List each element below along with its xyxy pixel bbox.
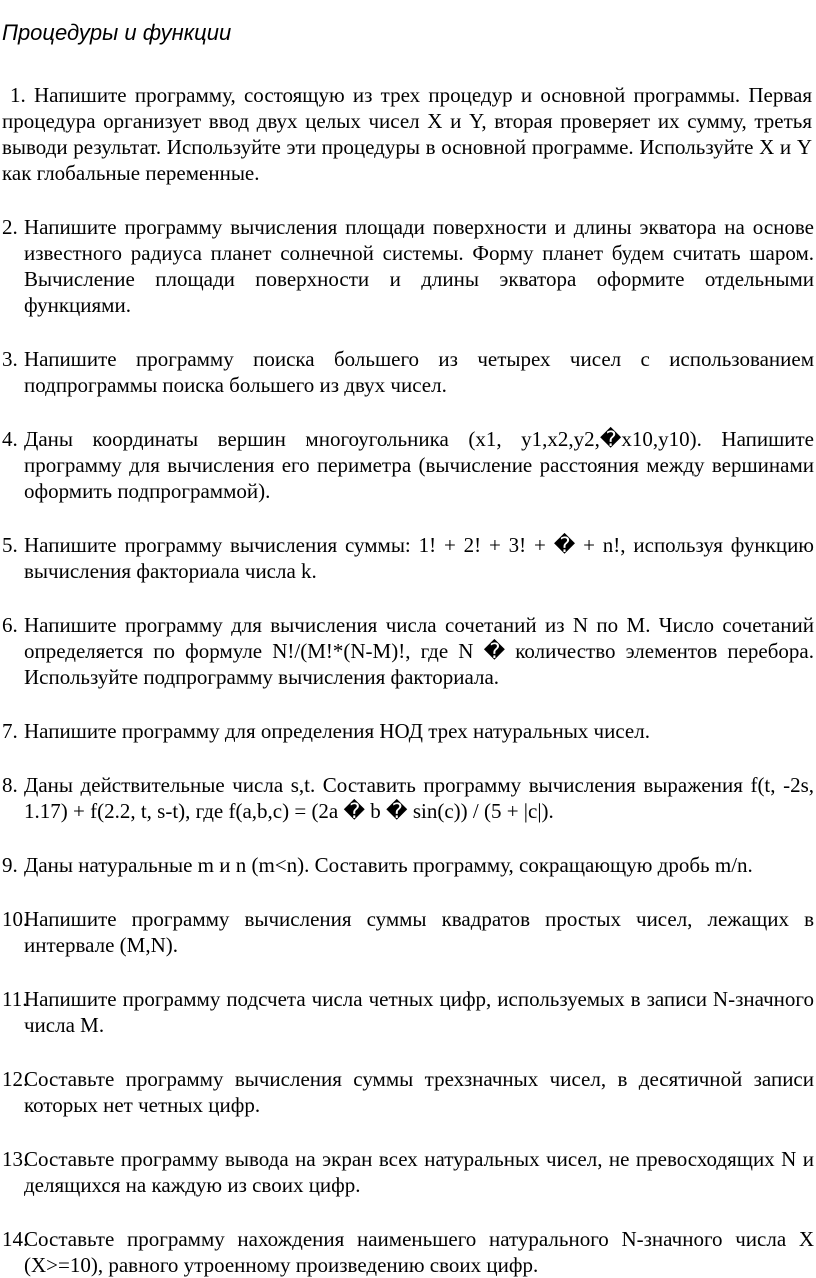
task-item-3 (2, 346, 814, 398)
task-item-12 (2, 1066, 814, 1118)
task-list (0, 214, 816, 1278)
task-text: Напишите программу для определения НОД трех натуральных чисел. (24, 719, 650, 743)
task-text: Напишите программу подсчета числа четных цифр, используемых в записи N-значного числа M. (24, 987, 814, 1037)
task-item-1 (2, 82, 812, 186)
task-item-7 (2, 718, 814, 744)
task-number: 1. (10, 83, 26, 107)
task-item-5 (2, 532, 814, 584)
task-text: Составьте программу вывода на экран всех натуральных чисел, не превосходящих N и делящихся на каждую из своих цифр. (24, 1147, 814, 1197)
task-item-9 (2, 852, 814, 878)
task-text: Даны натуральные m и n (m<n). Составить программу, сокращающую дробь m/n. (24, 853, 753, 877)
task-text: Напишите программу вычисления площади поверхности и длины экватора на основе известного радиуса планет солнечной системы. Форму планет будем считать шаром. Вычисление площади поверхности и длины экватора оформите отдельными функциями. (24, 215, 814, 317)
task-item-6 (2, 612, 814, 690)
task-item-4 (2, 426, 814, 504)
task-item-14 (2, 1226, 814, 1278)
task-number: 10. (2, 907, 29, 931)
task-number: 2. (2, 215, 18, 239)
task-item-11 (2, 986, 814, 1038)
task-number: 14. (2, 1227, 29, 1251)
task-number: 8. (2, 773, 18, 797)
task-item-8 (2, 772, 814, 824)
task-number: 3. (2, 347, 18, 371)
task-text: Даны действительные числа s,t. Составить программу вычисления выражения f(t, -2s, 1.17) + f(2.2, t, s-t), где f(a,b,c) = (2a � b � sin(c)) / (5 + |c|). (24, 773, 814, 823)
task-number: 11. (2, 987, 28, 1011)
task-number: 5. (2, 533, 18, 557)
task-number: 7. (2, 719, 18, 743)
task-text: Напишите программу поиска большего из четырех чисел с использованием подпрограммы поиска большего из двух чисел. (24, 347, 814, 397)
task-text: Напишите программу для вычисления числа сочетаний из N по M. Число сочетаний определяется по формуле N!/(M!*(N-M)!, где N � количество элементов перебора. Используйте подпрограмму вычисления факториала. (24, 613, 814, 689)
task-text: Напишите программу вычисления суммы квадратов простых чисел, лежащих в интервале (M,N). (24, 907, 814, 957)
task-item-2 (2, 214, 814, 318)
task-item-13 (2, 1146, 814, 1198)
page-title: Процедуры и функции (2, 20, 232, 45)
task-number: 13. (2, 1147, 29, 1171)
task-text: Напишите программу, состоящую из трех процедур и основной программы. Первая процедура организует ввод двух целых чисел X и Y, вторая проверяет их сумму, третья выводи результат. Используйте эти процедуры в основной программе. Используйте X и Y как глобальные переменные. (2, 83, 812, 185)
task-item-10 (2, 906, 814, 958)
task-text: Составьте программу вычисления суммы трехзначных чисел, в десятичной записи которых нет четных цифр. (24, 1067, 814, 1117)
task-number: 9. (2, 853, 18, 877)
task-text: Напишите программу вычисления суммы: 1! + 2! + 3! + � + n!, используя функцию вычисления факториала числа k. (24, 533, 814, 583)
task-number: 6. (2, 613, 18, 637)
task-text: Составьте программу нахождения наименьшего натурального N-значного числа X (X>=10), равного утроенному произведению своих цифр. (24, 1227, 814, 1277)
task-number: 4. (2, 427, 18, 451)
task-text: Даны координаты вершин многоугольника (x1, y1,x2,y2,�x10,y10). Напишите программу для вычисления его периметра (вычисление расстояния между вершинами оформить подпрограммой). (24, 427, 814, 503)
task-number: 12. (2, 1067, 29, 1091)
